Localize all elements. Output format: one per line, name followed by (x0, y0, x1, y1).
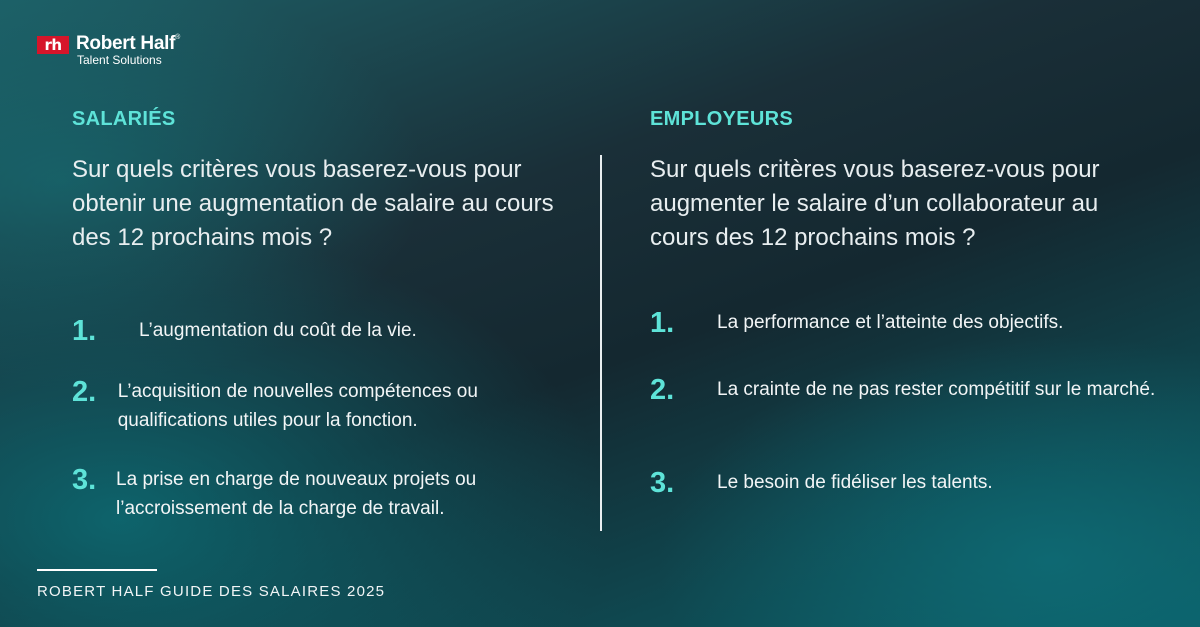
list-item (72, 377, 572, 435)
employees-label: SALARIÉS (72, 108, 176, 130)
employers-label: EMPLOYEURS (650, 108, 794, 130)
employees-column (72, 108, 572, 519)
list-item (650, 375, 1155, 405)
item-number: 1. (72, 315, 97, 347)
column-divider (600, 155, 602, 531)
footer-rule (37, 569, 157, 571)
list-item (72, 465, 572, 523)
item-text: La performance et l’atteinte des objectifs. (717, 312, 1064, 333)
brand-name (76, 34, 180, 53)
employees-question: Sur quels critères vous baserez-vous pour obtenir une augmentation de salaire au cours des 12 prochains mois ? (72, 156, 554, 251)
logo-text (76, 34, 180, 66)
item-text: L’acquisition de nouvelles compétences ou qualifications utiles pour la fonction. (117, 381, 478, 431)
item-text: L’augmentation du coût de la vie. (139, 320, 417, 341)
item-number: 3. (650, 467, 675, 499)
item-number: 1. (650, 307, 675, 339)
employers-column (650, 108, 1160, 499)
brand-subtitle: Talent Solutions (77, 53, 162, 67)
item-text: La prise en charge de nouveaux projets ou l’accroissement de la charge de travail. (116, 469, 477, 519)
item-number: 3. (72, 464, 97, 496)
employers-question: Sur quels critères vous baserez-vous pour augmenter le salaire d’un collaborateur au cours des 12 prochains mois ? (650, 156, 1100, 251)
item-number: 2. (650, 374, 675, 406)
item-number: 2. (72, 376, 97, 408)
rh-logo-mark: rh (37, 36, 69, 54)
list-item (72, 316, 417, 346)
brand-name-text: Robert Half (76, 33, 176, 54)
footer-source: ROBERT HALF GUIDE DES SALAIRES 2025 (37, 583, 386, 600)
list-item (650, 468, 993, 498)
item-text: Le besoin de fidéliser les talents. (717, 472, 993, 493)
list-item (650, 308, 1063, 338)
robert-half-logo (37, 34, 180, 66)
item-text: La crainte de ne pas rester compétitif sur le marché. (717, 379, 1156, 400)
trademark-symbol: ® (175, 34, 180, 41)
